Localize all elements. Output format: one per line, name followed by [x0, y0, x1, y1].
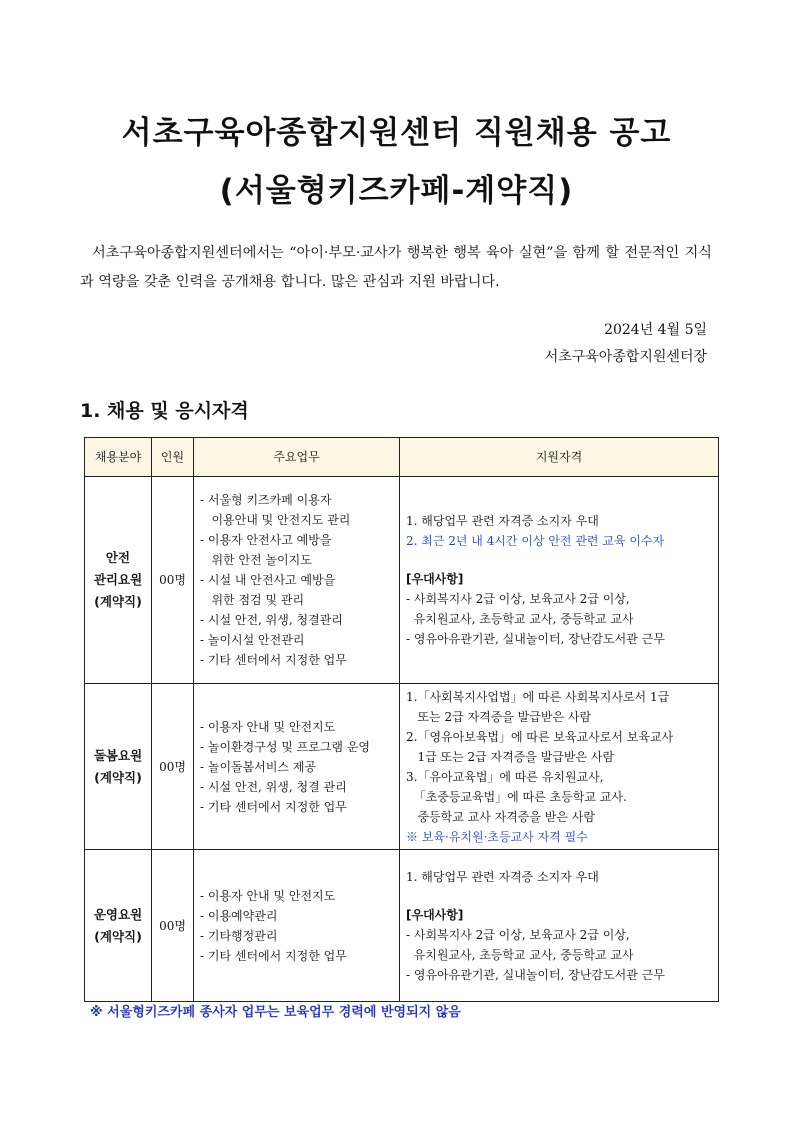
header-duties: 주요업무: [194, 438, 400, 477]
issuer: 서초구육아종합지원센터장: [544, 349, 707, 365]
duty-line: - 시설 안전, 위생, 청결관리: [200, 613, 343, 627]
field-line: (계약직): [94, 594, 142, 609]
qualifications-cell: [400, 850, 719, 1002]
qualifications-cell: [400, 684, 719, 850]
preference-title: [우대사항]: [406, 572, 464, 586]
duties-cell: [194, 477, 400, 684]
qual-line: 1.「사회복지사업법」에 따른 사회복지사로서 1급: [406, 689, 670, 704]
spacer: [406, 551, 714, 569]
section-heading: 1. 채용 및 응시자격: [80, 400, 249, 422]
count-cell: 00명: [152, 684, 194, 850]
field-line: 안전: [105, 550, 131, 565]
field-cell: [85, 477, 152, 684]
header-field: 채용분야: [85, 438, 152, 477]
duty-line: - 기타 센터에서 지정한 업무: [200, 799, 347, 814]
field-line: 돌봄요원: [93, 747, 143, 763]
qual-line: 2.「영유아보육법」에 따른 보육교사로서 보육교사: [406, 729, 674, 744]
duty-line: - 놀이환경구성 및 프로그램 운영: [200, 739, 371, 754]
spacer: [406, 887, 714, 905]
count-cell: 00명: [152, 850, 194, 1002]
field-line: (계약직): [94, 928, 142, 944]
footnote: ※ 서울형키즈카페 종사자 업무는 보육업무 경력에 반영되지 않음: [90, 1005, 461, 1020]
qual-line: 1급 또는 2급 자격증을 발급받은 사람: [406, 749, 615, 764]
page-title: 서초구육아종합지원센터 직원채용 공고: [121, 115, 672, 151]
duty-line: - 이용자 안내 및 안전지도: [200, 888, 336, 903]
table-row: [85, 684, 719, 850]
qual-line: 중등학교 교사 자격증을 받은 사람: [406, 809, 595, 824]
duty-line: 위한 점검 및 관리: [200, 593, 305, 607]
duty-line: - 놀이시설 안전관리: [200, 633, 305, 647]
qual-line: 1. 해당업무 관련 자격증 소지자 우대: [406, 869, 599, 884]
duty-line: 이용안내 및 안전지도 관리: [200, 513, 351, 527]
duty-line: 위한 안전 놀이지도: [200, 553, 312, 567]
recruitment-table: [84, 437, 719, 1002]
issue-date: 2024년 4월 5일: [604, 322, 707, 338]
duty-line: - 기타행정관리: [200, 928, 278, 943]
qual-line: 또는 2급 자격증을 발급받은 사람: [406, 709, 592, 724]
intro-paragraph: 서초구육아종합지원센터에서는 “아이·부모·교사가 행복한 행복 육아 실현”을 함께 할 전문적인 지식과 역량을 갖춘 인력을 공개채용 합니다. 많은 관심과 지원 바랍니다.: [80, 245, 712, 290]
count-cell: 00명: [152, 477, 194, 684]
duty-line: - 기타 센터에서 지정한 업무: [200, 653, 347, 667]
pref-line: 유치원교사, 초등학교 교사, 중등학교 교사: [406, 612, 634, 626]
qual-line: 「초중등교육법」에 따른 초등학교 교사.: [406, 789, 627, 804]
field-line: 관리요원: [93, 572, 143, 587]
header-qualifications: 지원자격: [400, 438, 719, 477]
qual-line: 3.「유아교육법」에 따른 유치원교사,: [406, 769, 604, 784]
duty-line: - 놀이돌봄서비스 제공: [200, 759, 317, 774]
duty-line: - 이용자 안전사고 예방을: [200, 533, 332, 547]
duty-line: - 이용예약관리: [200, 908, 278, 923]
duties-cell: [194, 850, 400, 1002]
duty-line: - 시설 안전, 위생, 청결 관리: [200, 779, 347, 794]
table-header-row: [85, 438, 719, 477]
duty-line: - 시설 내 안전사고 예방을: [200, 573, 336, 587]
duty-line: - 이용자 안내 및 안전지도: [200, 719, 336, 734]
pref-line: - 사회복지사 2급 이상, 보육교사 2급 이상,: [406, 592, 630, 606]
qual-line-highlight: 2. 최근 2년 내 4시간 이상 안전 관련 교육 이수자: [406, 534, 665, 548]
header-count: 인원: [152, 438, 194, 477]
pref-line: - 사회복지사 2급 이상, 보육교사 2급 이상,: [406, 927, 630, 942]
pref-line: - 영유아유관기관, 실내놀이터, 장난감도서관 근무: [406, 632, 665, 646]
duties-cell: [194, 684, 400, 850]
field-line: (계약직): [94, 769, 142, 785]
table-row: [85, 477, 719, 684]
issue-info: [307, 317, 707, 371]
pref-line: - 영유아유관기관, 실내놀이터, 장난감도서관 근무: [406, 967, 665, 982]
duty-line: - 기타 센터에서 지정한 업무: [200, 948, 347, 963]
field-cell: [85, 684, 152, 850]
field-cell: [85, 850, 152, 1002]
table-row: [85, 850, 719, 1002]
page-subtitle: (서울형키즈카페-계약직): [219, 173, 574, 209]
required-note: ※ 보육·유치원·초등교사 자격 필수: [406, 829, 588, 844]
preference-title: [우대사항]: [406, 907, 464, 922]
pref-line: 유치원교사, 초등학교 교사, 중등학교 교사: [406, 947, 634, 962]
qualifications-cell: [400, 477, 719, 684]
field-line: 운영요원: [93, 906, 143, 922]
duty-line: - 서울형 키즈카페 이용자: [200, 493, 332, 507]
qual-line: 1. 해당업무 관련 자격증 소지자 우대: [406, 514, 599, 528]
